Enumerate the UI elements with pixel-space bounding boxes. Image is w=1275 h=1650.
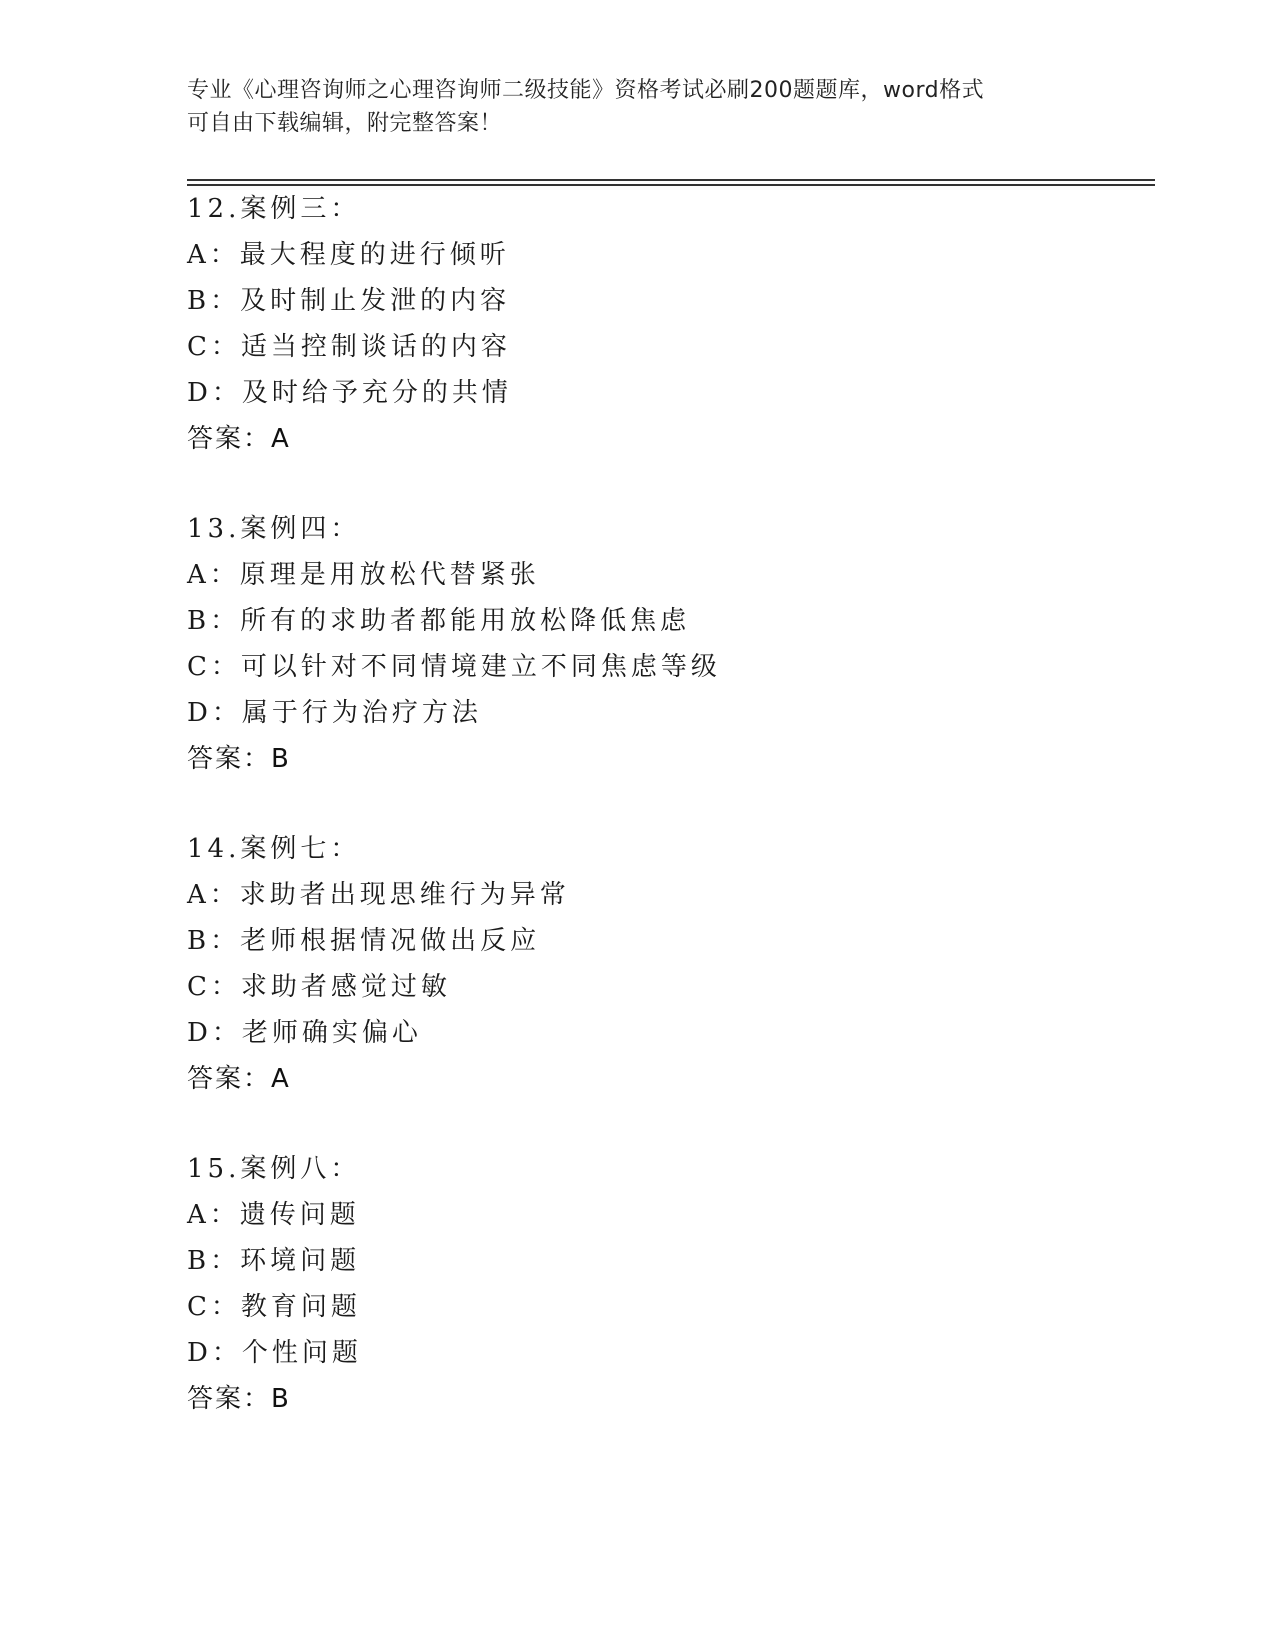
question-title: 14.案例七： xyxy=(187,834,361,864)
option-b: B：环境问题 xyxy=(187,1246,361,1276)
answer-line: 答案：A xyxy=(187,1064,291,1094)
question-13 xyxy=(187,506,1087,782)
option-d: D：属于行为治疗方法 xyxy=(187,698,482,728)
answer-line: 答案：A xyxy=(187,424,291,454)
option-b: B：及时制止发泄的内容 xyxy=(187,286,511,316)
header-line-2: 可自由下载编辑，附完整答案！ xyxy=(187,111,503,136)
answer-line: 答案：B xyxy=(187,744,291,774)
option-a: A：求助者出现思维行为异常 xyxy=(187,880,570,910)
document-header xyxy=(187,74,1067,140)
header-rule-top xyxy=(187,179,1155,181)
question-15 xyxy=(187,1146,1087,1422)
option-b: B：老师根据情况做出反应 xyxy=(187,926,541,956)
question-title: 15.案例八： xyxy=(187,1154,361,1184)
question-14 xyxy=(187,826,1087,1102)
option-c: C：适当控制谈话的内容 xyxy=(187,332,511,362)
option-d: D：个性问题 xyxy=(187,1338,362,1368)
option-c: C：教育问题 xyxy=(187,1292,361,1322)
option-c: C：求助者感觉过敏 xyxy=(187,972,451,1002)
option-d: D：老师确实偏心 xyxy=(187,1018,422,1048)
option-c: C：可以针对不同情境建立不同焦虑等级 xyxy=(187,652,721,682)
question-title: 13.案例四： xyxy=(187,514,361,544)
question-12 xyxy=(187,186,1087,462)
option-a: A：原理是用放松代替紧张 xyxy=(187,560,540,590)
option-a: A：最大程度的进行倾听 xyxy=(187,240,510,270)
question-title: 12.案例三： xyxy=(187,194,361,224)
option-b: B：所有的求助者都能用放松降低焦虑 xyxy=(187,606,691,636)
answer-line: 答案：B xyxy=(187,1384,291,1414)
header-line-1: 专业《心理咨询师之心理咨询师二级技能》资格考试必刷200题题库，word格式 xyxy=(187,78,985,103)
option-a: A：遗传问题 xyxy=(187,1200,360,1230)
option-d: D：及时给予充分的共情 xyxy=(187,378,512,408)
